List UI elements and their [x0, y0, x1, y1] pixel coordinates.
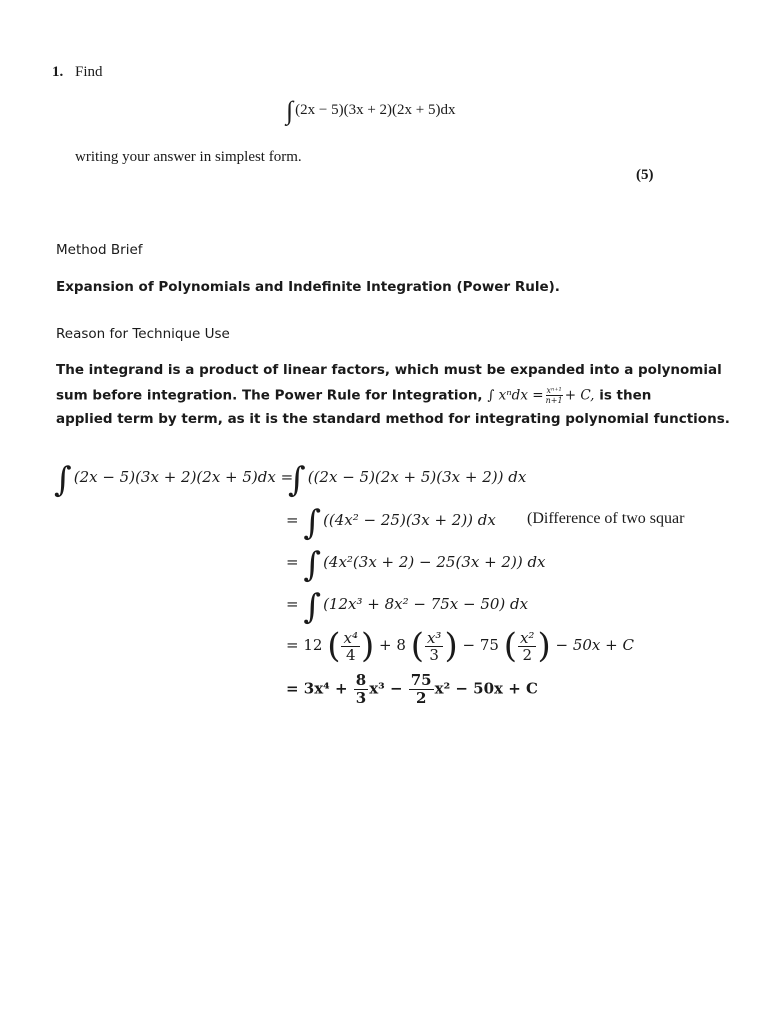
- final-fraction-1: [354, 672, 368, 707]
- solution-step-2-expr: ((4x² − 25)(3x + 2)) dx: [323, 511, 496, 529]
- fraction-numerator: 75: [410, 671, 432, 689]
- power-rule-denominator: n+1: [545, 396, 563, 405]
- step-5-tail: − 50x + C: [555, 636, 634, 654]
- step-5-fraction-2: [425, 630, 443, 663]
- solution-lhs: [54, 460, 293, 500]
- question-prompt: Find: [75, 64, 103, 80]
- method-brief-text: Expansion of Polynomials and Indefinite Integration (Power Rule).: [56, 279, 560, 295]
- power-rule-numerator: xⁿ⁺¹: [546, 386, 562, 395]
- fraction-numerator: x⁴: [343, 628, 358, 647]
- solution-step-4-expr: (12x³ + 8x² − 75x − 50) dx: [323, 595, 529, 613]
- final-answer-mid: x³ −: [369, 679, 403, 698]
- question-marks: (5): [636, 167, 654, 183]
- reason-line-2-start: sum before integration. The Power Rule for Integration,: [56, 387, 483, 404]
- step-5-coef-2: + 8: [379, 636, 406, 654]
- question-integral: [286, 96, 455, 126]
- solution-step-4: = ∫ (12x³ + 8x² − 75x − 50) dx: [286, 587, 529, 627]
- solution-step-3: = ∫ (4x²(3x + 2) − 25(3x + 2)) dx: [286, 545, 546, 585]
- fraction-denominator: 2: [415, 689, 427, 707]
- fraction-denominator: 2: [522, 645, 532, 664]
- reason-line-2-end: is then: [599, 387, 652, 404]
- reason-line-1: The integrand is a product of linear factors, which must be expanded into a polynomial: [56, 362, 722, 378]
- fraction-denominator: 3: [429, 645, 439, 664]
- reason-heading: Reason for Technique Use: [56, 326, 230, 342]
- integral-sign: ∫: [303, 545, 322, 585]
- integral-sign: ∫: [288, 460, 306, 500]
- question-number: 1.: [52, 64, 64, 80]
- question-integrand: (2x − 5)(3x + 2)(2x + 5)dx: [295, 102, 456, 118]
- solution-step-2-note: (Difference of two squar: [527, 510, 685, 527]
- integral-sign: ∫: [286, 96, 294, 125]
- integral-sign: ∫: [303, 587, 322, 627]
- final-fraction-2: [409, 672, 434, 707]
- solution-step-3-expr: (4x²(3x + 2) − 25(3x + 2)) dx: [323, 553, 546, 571]
- power-rule-formula: ∫ xⁿdx =: [487, 387, 544, 404]
- solution-step-2: = ∫ ((4x² − 25)(3x + 2)) dx: [286, 503, 496, 543]
- solution-step-1-expr: ((2x − 5)(2x + 5)(3x + 2)) dx: [307, 468, 527, 486]
- solution-step-5: = 12 ( $\frac{\text{x⁴}}{4}$ ) + 8 ( $\frac{\text{x³}}{3}$ ) − 75 ( $\frac{\text{x²}}{2}$ ) − 50x + C: [286, 626, 634, 666]
- fraction-numerator: x³: [426, 628, 442, 647]
- step-5-coef-3: − 75: [462, 636, 499, 654]
- fraction-numerator: x²: [519, 628, 535, 647]
- final-answer-tail: x² − 50x + C: [434, 679, 538, 698]
- fraction-denominator: 4: [345, 645, 356, 664]
- integral-sign: ∫: [303, 503, 322, 543]
- fraction-numerator: 8: [355, 671, 367, 689]
- final-answer-start: = 3x⁴ +: [286, 679, 348, 698]
- step-5-coef-1: = 12: [286, 636, 323, 654]
- step-5-fraction-3: [518, 630, 536, 663]
- power-rule-fraction: [546, 386, 563, 405]
- reason-line-2: [56, 386, 651, 405]
- method-brief-heading: Method Brief: [56, 242, 143, 258]
- power-rule-constant: + C,: [564, 387, 595, 404]
- solution-lhs-expr: (2x − 5)(3x + 2)(2x + 5)dx =: [73, 468, 294, 486]
- solution-final-answer: [286, 672, 538, 707]
- step-5-fraction-1: [341, 630, 359, 663]
- solution-step-1: [288, 460, 526, 500]
- reason-line-3: applied term by term, as it is the standard method for integrating polynomial functions.: [56, 411, 730, 427]
- integral-sign: ∫: [54, 460, 72, 500]
- question-instruction: writing your answer in simplest form.: [75, 149, 302, 165]
- fraction-denominator: 3: [355, 689, 367, 707]
